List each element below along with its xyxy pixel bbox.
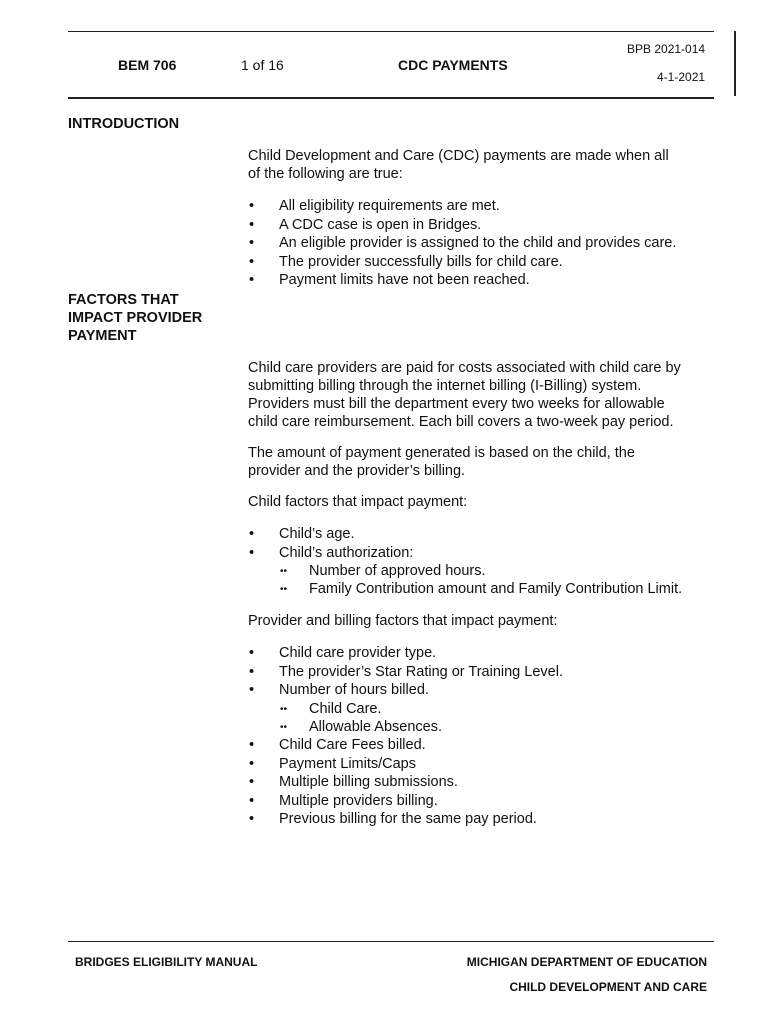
factors-paragraph-2 <box>248 444 718 480</box>
header-top-rule <box>68 31 714 32</box>
bulletin-number: BPB 2021-014 <box>627 42 706 56</box>
sub-list-item: •• Family Contribution amount and Family Contribution Limit. <box>248 580 718 598</box>
paragraph-line: Child care providers are paid for costs associated with child care by <box>248 360 681 376</box>
list-item: • The provider successfully bills for child care. <box>248 253 718 272</box>
list-item: • A CDC case is open in Bridges. <box>248 216 718 235</box>
list-item: • Child Care Fees billed. <box>248 736 718 755</box>
introduction-body <box>248 147 718 290</box>
intro-bullet-list <box>248 197 718 290</box>
paragraph-line: child care reimbursement. Each bill covers a two-week pay period. <box>248 414 674 430</box>
page-number: 1 of 16 <box>241 57 284 73</box>
sub-list-item: •• Allowable Absences. <box>248 718 718 736</box>
list-item: • Payment Limits/Caps <box>248 755 718 774</box>
manual-code: BEM 706 <box>118 57 177 73</box>
sub-list-item: •• Child Care. <box>248 700 718 718</box>
effective-date: 4-1-2021 <box>657 70 706 84</box>
list-item: • Child care provider type. <box>248 644 718 663</box>
document-title: CDC PAYMENTS <box>398 57 508 73</box>
header-bottom-rule <box>68 97 714 99</box>
footer-department: MICHIGAN DEPARTMENT OF EDUCATION <box>466 955 707 969</box>
list-item: • Number of hours billed. <box>248 681 718 700</box>
provider-factors-intro: Provider and billing factors that impact payment: <box>248 613 558 630</box>
factors-heading <box>68 291 202 345</box>
child-factors-list <box>248 525 718 598</box>
sub-list-item: •• Number of approved hours. <box>248 562 718 580</box>
paragraph-line: submitting billing through the internet billing (I-Billing) system. <box>248 378 642 394</box>
list-item: • Child’s age. <box>248 525 718 544</box>
list-item: • Multiple providers billing. <box>248 792 718 811</box>
introduction-heading-text: INTRODUCTION <box>68 116 180 132</box>
intro-paragraph-line-2: of the following are true: <box>248 166 403 182</box>
factors-body <box>248 359 718 829</box>
list-item: • The provider’s Star Rating or Training Level. <box>248 663 718 682</box>
list-item: • Multiple billing submissions. <box>248 773 718 792</box>
list-item: • An eligible provider is assigned to the child and provides care. <box>248 234 718 253</box>
introduction-heading <box>68 115 179 133</box>
list-item: • Payment limits have not been reached. <box>248 271 718 290</box>
provider-factors-list <box>248 644 718 829</box>
header-side-bar <box>734 31 736 96</box>
list-item: • All eligibility requirements are met. <box>248 197 718 216</box>
paragraph-line: Providers must bill the department every two weeks for allowable <box>248 396 665 412</box>
child-factors-intro: Child factors that impact payment: <box>248 494 468 510</box>
paragraph-line: The amount of payment generated is based on the child, the <box>248 445 635 461</box>
factors-paragraph-1 <box>248 359 718 431</box>
footer-manual-name: BRIDGES ELIGIBILITY MANUAL <box>75 955 258 969</box>
factors-heading-line-1: FACTORS THAT <box>68 292 179 308</box>
footer-program: CHILD DEVELOPMENT AND CARE <box>509 980 707 994</box>
factors-heading-line-3: PAYMENT <box>68 328 137 344</box>
footer-rule <box>68 941 714 942</box>
list-item: • Previous billing for the same pay period. <box>248 810 718 829</box>
paragraph-line: provider and the provider’s billing. <box>248 463 466 479</box>
list-item: • Child’s authorization: <box>248 544 718 563</box>
intro-paragraph-line-1: Child Development and Care (CDC) payments are made when all <box>248 148 669 164</box>
factors-heading-line-2: IMPACT PROVIDER <box>68 310 203 326</box>
